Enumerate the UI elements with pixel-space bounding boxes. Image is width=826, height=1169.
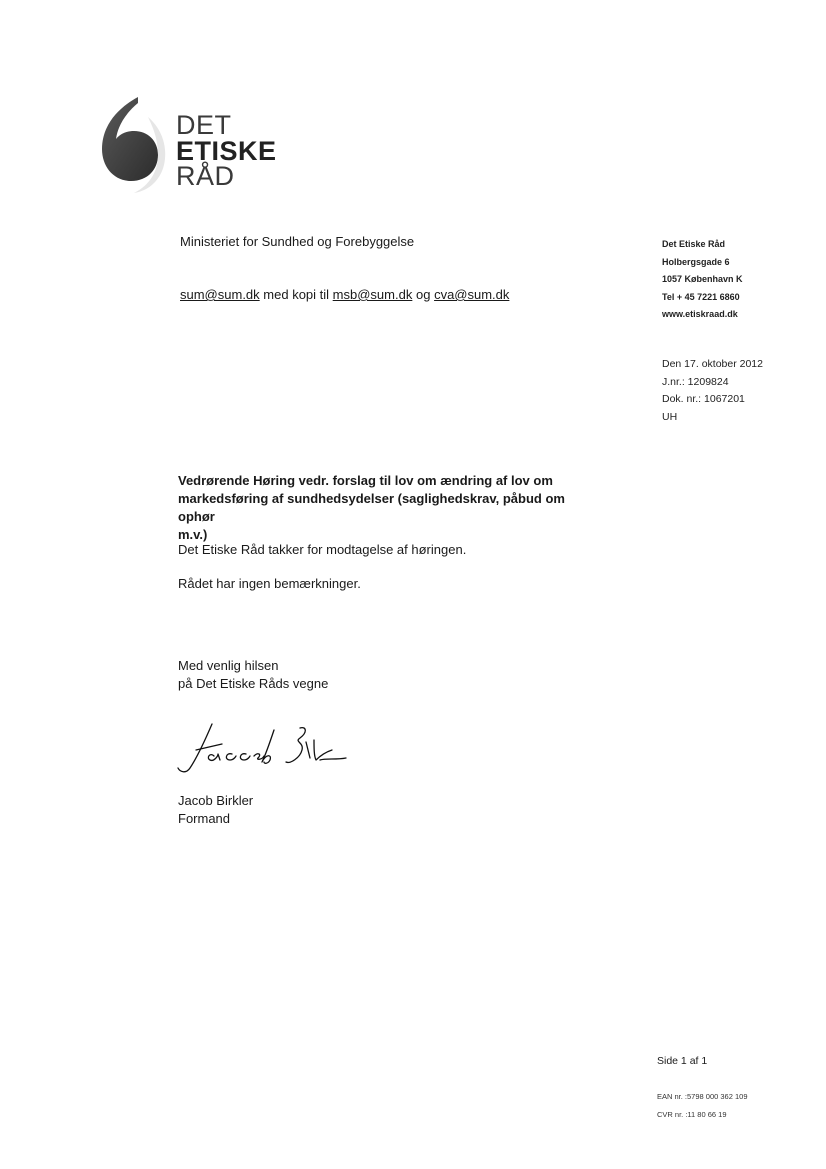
cvr-number: CVR nr. :11 80 66 19: [657, 1110, 727, 1119]
recipient-emails: [180, 287, 509, 302]
closing-greeting: [178, 657, 328, 693]
subject-line: Vedrørende Høring vedr. forslag til lov om ændring af lov om: [178, 473, 553, 488]
ean-number: EAN nr. :5798 000 362 109: [657, 1092, 748, 1101]
handwritten-signature: [176, 720, 356, 780]
logo-mark-icon: [98, 95, 168, 195]
initials: UH: [662, 410, 678, 423]
sender-phone: Tel + 45 7221 6860: [662, 291, 740, 302]
sender-street: Holbergsgade 6: [662, 256, 730, 267]
signer-name: Jacob Birkler: [178, 793, 254, 808]
logo-text-det: DET: [176, 110, 232, 140]
letter-date: Den 17. oktober 2012: [662, 358, 763, 370]
logo-text-etiske: ETISKE: [176, 136, 277, 166]
signer-block: [178, 792, 253, 828]
greeting-line: Med venlig hilsen: [178, 658, 279, 673]
meta-block: [662, 356, 763, 426]
logo-text-raad: RÅD: [176, 161, 235, 191]
sender-block: [662, 236, 743, 324]
body-paragraph-thanks: Det Etiske Råd takker for modtagelse af høringen.: [178, 542, 467, 557]
sender-web[interactable]: www.etiskraad.dk: [662, 309, 738, 319]
subject-line: m.v.): [178, 527, 208, 542]
email-link-primary[interactable]: sum@sum.dk: [180, 287, 260, 302]
subject-line: markedsføring af sundhedsydelser (saglighedskrav, påbud om ophør: [178, 491, 565, 524]
sender-city: 1057 København K: [662, 274, 743, 284]
body-paragraph-remarks: Rådet har ingen bemærkninger.: [178, 576, 361, 591]
email-link-copy2[interactable]: cva@sum.dk: [434, 287, 510, 302]
signer-title: Formand: [178, 811, 231, 826]
email-link-copy1[interactable]: msb@sum.dk: [332, 287, 413, 302]
document-number: Dok. nr.: 1067201: [662, 393, 745, 405]
recipient-name: Ministeriet for Sundhed og Forebyggelse: [180, 234, 415, 249]
page-number: Side 1 af 1: [657, 1055, 708, 1067]
and-text: og: [415, 287, 431, 302]
greeting-line: på Det Etiske Råds vegne: [178, 676, 329, 691]
subject-heading: [178, 472, 598, 544]
copy-text: med kopi til: [263, 287, 330, 302]
sender-name: Det Etiske Råd: [662, 239, 726, 249]
journal-number: J.nr.: 1209824: [662, 375, 729, 388]
